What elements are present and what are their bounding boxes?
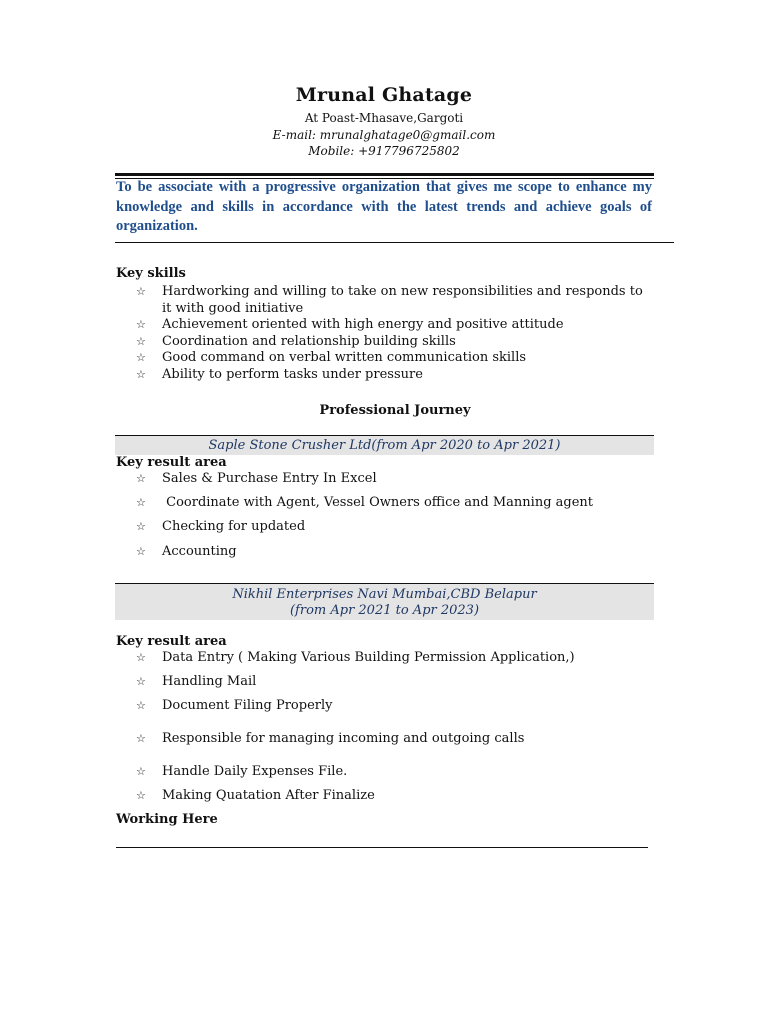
job2-list-item: ☆ Document Filing Properly — [136, 698, 333, 713]
company-title: Nikhil Enterprises Navi Mumbai,CBD Belapur — [232, 587, 537, 602]
list-item: ☆ Good command on verbal written communication skills — [136, 350, 527, 365]
career-objective: To be associate with a progressive organization that gives me scope to enhance my knowledge and skills in accordance with the latest trends and achieve goals of organization. — [116, 179, 652, 234]
candidate-name: Mrunal Ghatage — [295, 84, 473, 106]
star-bullet-icon: ☆ — [136, 699, 146, 712]
objective-divider — [115, 242, 674, 243]
bottom-divider — [116, 847, 648, 848]
email-line: E-mail: mrunalghatage0@gmail.com — [272, 128, 496, 142]
star-bullet-icon: ☆ — [136, 367, 146, 381]
star-bullet-icon: ☆ — [136, 285, 146, 298]
star-bullet-icon: ☆ — [136, 789, 146, 802]
list-item: ☆ Ability to perform tasks under pressure — [136, 366, 423, 382]
header-divider-thick — [115, 173, 654, 176]
star-bullet-icon: ☆ — [136, 496, 146, 509]
company-title: Saple Stone Crusher Ltd(from Apr 2020 to Apr 2021) — [208, 438, 561, 453]
star-bullet-icon: ☆ — [136, 318, 146, 331]
mobile-line: Mobile: +917796725802 — [308, 144, 460, 158]
job2-list-item: ☆ Handle Daily Expenses File. — [136, 764, 348, 779]
star-bullet-icon: ☆ — [136, 675, 146, 688]
key-result-area-heading: Key result area — [116, 634, 227, 649]
company-dates: (from Apr 2021 to Apr 2023) — [289, 603, 480, 618]
star-bullet-icon: ☆ — [136, 334, 146, 348]
star-bullet-icon: ☆ — [136, 520, 146, 533]
job1-list-item: ☆ Accounting — [136, 544, 237, 559]
star-bullet-icon: ☆ — [136, 351, 146, 364]
star-bullet-icon: ☆ — [136, 732, 146, 745]
job2-list-item: ☆ Responsible for managing incoming and outgoing calls — [136, 731, 525, 746]
star-bullet-icon: ☆ — [136, 545, 146, 558]
list-item: ☆ Achievement oriented with high energy and positive attitude — [136, 317, 564, 332]
key-result-area-heading: Key result area — [116, 455, 227, 470]
star-bullet-icon: ☆ — [136, 651, 146, 664]
job1-list-item: ☆ Checking for updated — [136, 519, 306, 534]
job2-list-item: ☆ Handling Mail — [136, 674, 257, 689]
job2-list-item: ☆ Data Entry ( Making Various Building Permission Application,) — [136, 650, 575, 665]
star-bullet-icon: ☆ — [136, 472, 146, 485]
star-bullet-icon: ☆ — [136, 765, 146, 778]
professional-journey-heading: Professional Journey — [319, 403, 471, 418]
address-line: At Poast-Mhasave,Gargoti — [304, 111, 464, 125]
working-here-label: Working Here — [116, 812, 218, 827]
job1-list-item: ☆ Coordinate with Agent, Vessel Owners office and Manning agent — [136, 495, 594, 510]
key-skills-heading: Key skills — [116, 266, 186, 281]
list-item: ☆ Coordination and relationship building skills — [136, 333, 456, 349]
job1-list-item: ☆ Sales & Purchase Entry In Excel — [136, 471, 377, 486]
list-item: ☆ Hardworking and willing to take on new responsibilities and responds to it with good initiative — [136, 284, 643, 316]
job2-list-item: ☆ Making Quatation After Finalize — [136, 788, 375, 803]
key-skills-list — [136, 284, 656, 383]
